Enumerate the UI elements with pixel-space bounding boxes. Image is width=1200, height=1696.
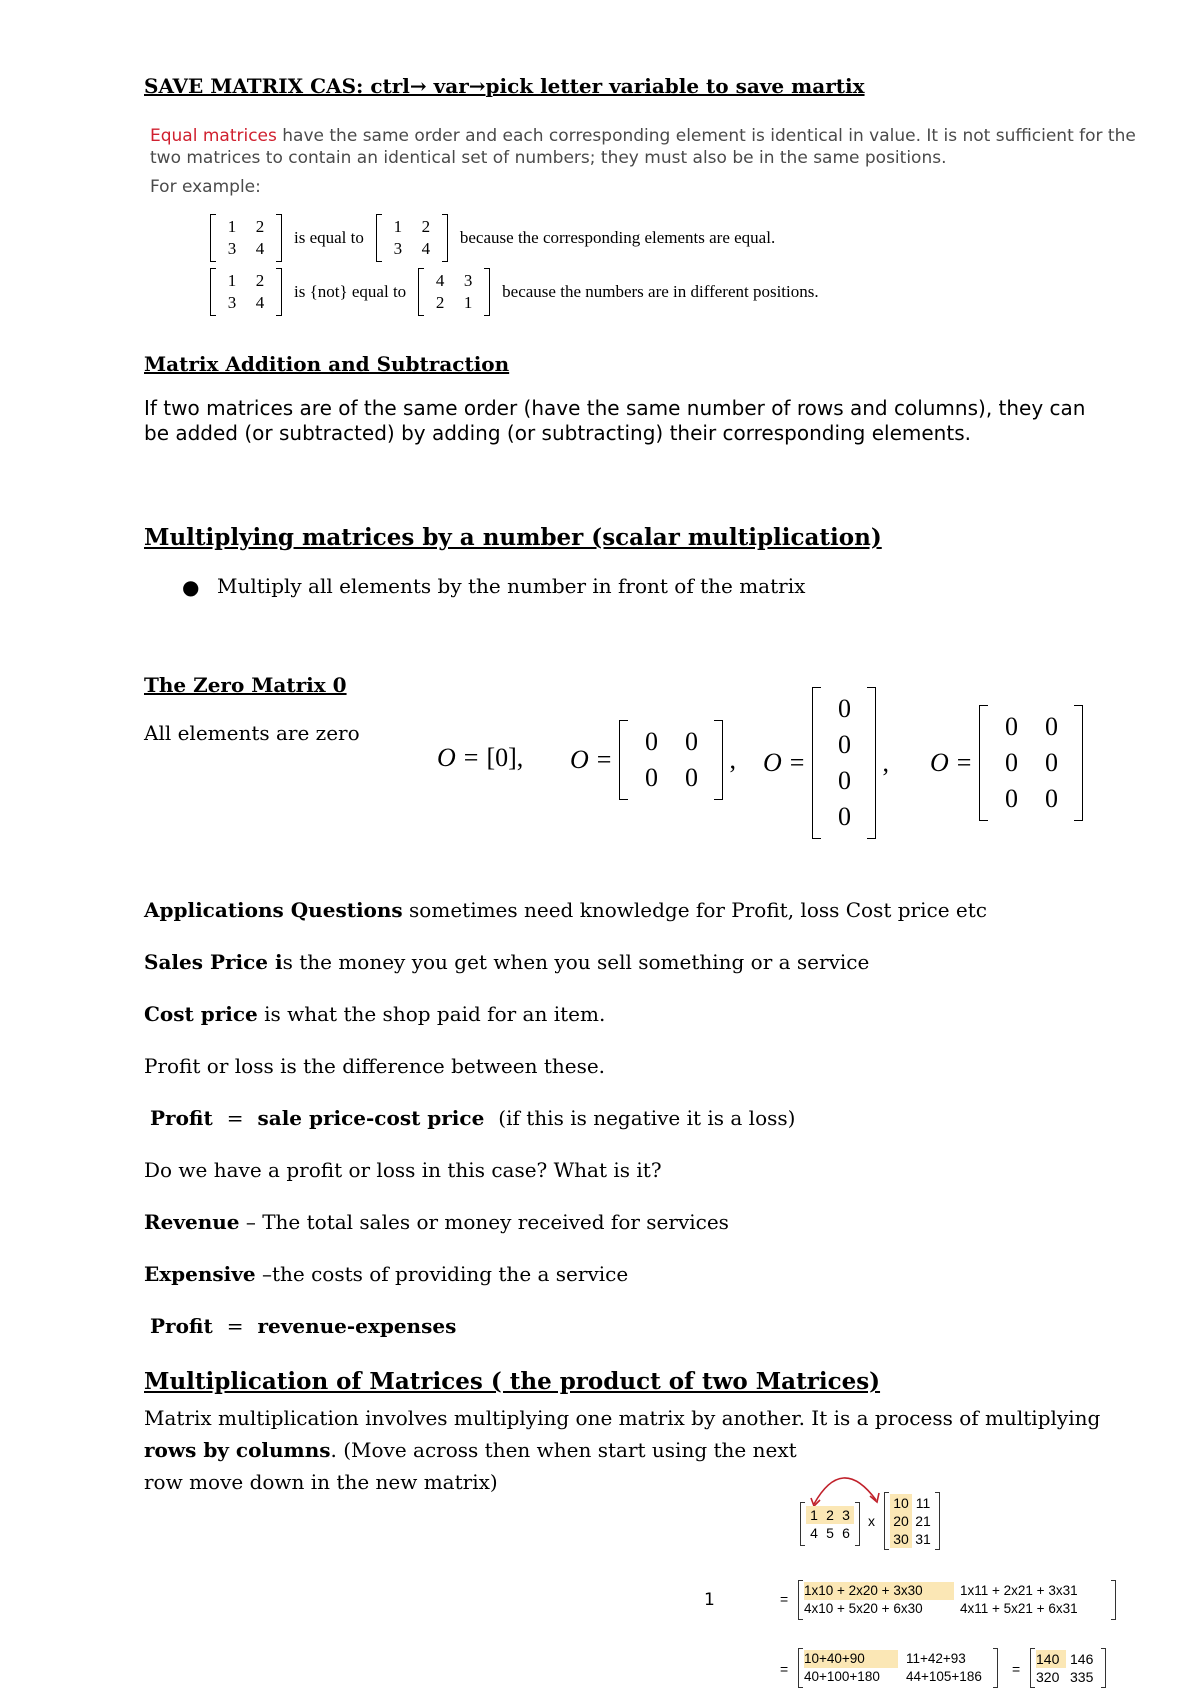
matrix-a [800,1502,860,1546]
cell: 0 [1044,784,1058,813]
equals-3: = [1012,1661,1021,1677]
formula: sale price-cost price [257,1106,485,1130]
cell: 146 [1070,1651,1094,1667]
cell: 1 [806,1506,822,1524]
zero-body: All elements are zero [144,721,360,745]
matrix-3x2 [979,705,1083,821]
equals-2: = [780,1661,789,1677]
cell: 0 [684,763,698,792]
cell: 2 [255,217,265,236]
bullet-icon: ● [182,575,200,599]
addsub-body: If two matrices are of the same order (have the same number of rows and columns), they can be added (or subtracted) by adding (or subtracting) their corresponding elements. [144,396,1086,445]
cell: 20 [890,1512,912,1530]
matrix-b [884,1492,940,1550]
cell: 30 [890,1530,912,1548]
equals: = [463,743,479,772]
o-symbol: O [763,748,782,777]
cell: 0 [644,727,658,756]
cell: 1 [393,217,403,236]
cell: 44+105+186 [906,1669,982,1684]
cell: 10 [890,1494,912,1512]
cell: 0 [837,730,851,759]
cell: 140 [1036,1650,1066,1668]
result-matrix [1030,1648,1106,1688]
equals: = [956,748,972,777]
cell: 335 [1070,1669,1094,1685]
apps-text: sometimes need knowledge for Profit, loss Cost price etc [402,898,987,922]
scalar-heading: Multiplying matrices by a number (scalar multiplication) [144,524,882,551]
comma: , [729,745,736,774]
cell: 1 [227,217,237,236]
matrix-multiplication-figure [780,1462,1120,1694]
equal-matrices-desc: have the same order and each corresponding element is identical in value. It is not sufficient for the two matrices to contain an identical set of numbers; they must also be in the same positions. [150,126,1136,168]
apps-line-2 [144,950,869,974]
matrix-b [376,214,448,262]
equals: = [226,1314,244,1338]
cell: 2 [421,217,431,236]
equals: = [596,745,612,774]
cell: 11+42+93 [906,1651,966,1666]
cell: 1x10 + 2x20 + 3x30 [804,1582,954,1600]
profit-formula-2 [150,1314,456,1338]
o-symbol: O [437,743,456,772]
equal-example-row [210,214,787,262]
cost-price-text: is what the shop paid for an item. [257,1002,606,1026]
formula-note: (if this is negative it is a loss) [498,1106,796,1130]
equals: = [789,748,805,777]
cell: 3 [227,239,237,258]
not-equal-example-row [210,268,831,316]
mult-heading: Multiplication of Matrices ( the product of two Matrices) [144,1368,881,1395]
expensive-text: –the costs of providing the a service [255,1262,629,1286]
cell: 21 [915,1513,931,1529]
cell: 3 [838,1506,854,1524]
reason-text: because the numbers are in different positions. [502,282,819,301]
cell: 6 [842,1525,850,1541]
cell: 320 [1036,1669,1060,1685]
cell: 0 [837,766,851,795]
profit-formula-1 [150,1106,795,1130]
o-symbol: O [570,745,589,774]
mult-text: Matrix multiplication involves multiplying one matrix by another. It is a process of multiplying [144,1406,1101,1430]
matrix-a [210,268,282,316]
profit-term: Profit [150,1314,213,1338]
curve-arrow [814,1478,876,1504]
page-title: SAVE MATRIX CAS: ctrl→ var→pick letter variable to save martix [144,74,865,98]
cell: 2 [255,271,265,290]
cell: 3 [393,239,403,258]
matrix-1x1: [0] [486,743,517,772]
cell: 1 [463,293,473,312]
cell: 3 [463,271,473,290]
cell: 0 [837,694,851,723]
apps-line-3 [144,1002,605,1026]
cell: 4x10 + 5x20 + 6x30 [804,1601,923,1616]
step1-matrix [798,1580,1116,1620]
mult-text: . (Move across then when start using the next [330,1438,797,1462]
cell: 4x11 + 5x21 + 6x31 [960,1601,1078,1616]
relation-text: is equal to [294,228,364,247]
sales-price-text: s the money you get when you sell something or a service [282,950,870,974]
cell: 0 [684,727,698,756]
cell: 0 [1004,784,1018,813]
equal-matrices-term: Equal matrices [150,126,277,146]
zero-heading: The Zero Matrix 0 [144,673,347,697]
mult-text: row move down in the new matrix) [144,1470,498,1494]
apps-line-1 [144,898,987,922]
equals-1: = [780,1591,789,1607]
example-label: For example: [150,177,261,197]
zero-3x2 [930,705,1083,821]
sales-price-term: Sales Price i [144,950,283,974]
zero-1x1 [437,743,523,773]
revenue-term: Revenue [144,1210,240,1234]
cell: 4 [255,293,265,312]
step2-matrix [798,1648,998,1688]
matrix-2x2 [619,720,723,800]
apps-line-6: Do we have a profit or loss in this case? What is it? [144,1158,662,1182]
cell: 0 [1004,748,1018,777]
expensive-term: Expensive [144,1262,256,1286]
relation-text: is {not} equal to [294,282,407,301]
cell: 11 [915,1495,931,1511]
equal-matrices-paragraph [150,125,1160,169]
addsub-heading: Matrix Addition and Subtraction [144,352,510,376]
cell: 4 [255,239,265,258]
apps-term: Applications Questions [144,898,403,922]
apps-line-4: Profit or loss is the difference between these. [144,1054,606,1078]
equals: = [226,1106,244,1130]
comma: , [882,748,889,777]
page-number: 1 [704,1590,715,1610]
cell: 4 [810,1525,818,1541]
scalar-bullet-text: Multiply all elements by the number in front of the matrix [217,574,806,598]
zero-4x1 [763,687,889,839]
cost-price-term: Cost price [144,1002,258,1026]
cell: 0 [1044,712,1058,741]
cell: 3 [227,293,237,312]
times-sign: x [868,1513,875,1529]
zero-2x2 [570,720,736,800]
cell: 0 [1044,748,1058,777]
cell: 5 [826,1525,834,1541]
reason-text: because the corresponding elements are equal. [459,228,776,247]
cell: 2 [822,1506,838,1524]
o-symbol: O [930,748,949,777]
cell: 1x11 + 2x21 + 3x31 [960,1583,1078,1598]
cell: 0 [1004,712,1018,741]
cell: 31 [915,1531,931,1547]
cell: 2 [435,293,445,312]
matrix-a [210,214,282,262]
apps-line-7 [144,1210,729,1234]
rows-by-columns: rows by columns [144,1438,331,1462]
cell: 40+100+180 [804,1669,880,1684]
cell: 4 [435,271,445,290]
formula: revenue-expenses [257,1314,457,1338]
cell: 4 [421,239,431,258]
cell: 10+40+90 [804,1650,898,1668]
cell: 0 [837,802,851,831]
cell: 1 [227,271,237,290]
matrix-4x1 [812,687,876,839]
apps-line-8 [144,1262,628,1286]
revenue-text: – The total sales or money received for services [239,1210,729,1234]
profit-term: Profit [150,1106,213,1130]
comma: , [516,743,524,772]
cell: 0 [644,763,658,792]
matrix-b [418,268,490,316]
